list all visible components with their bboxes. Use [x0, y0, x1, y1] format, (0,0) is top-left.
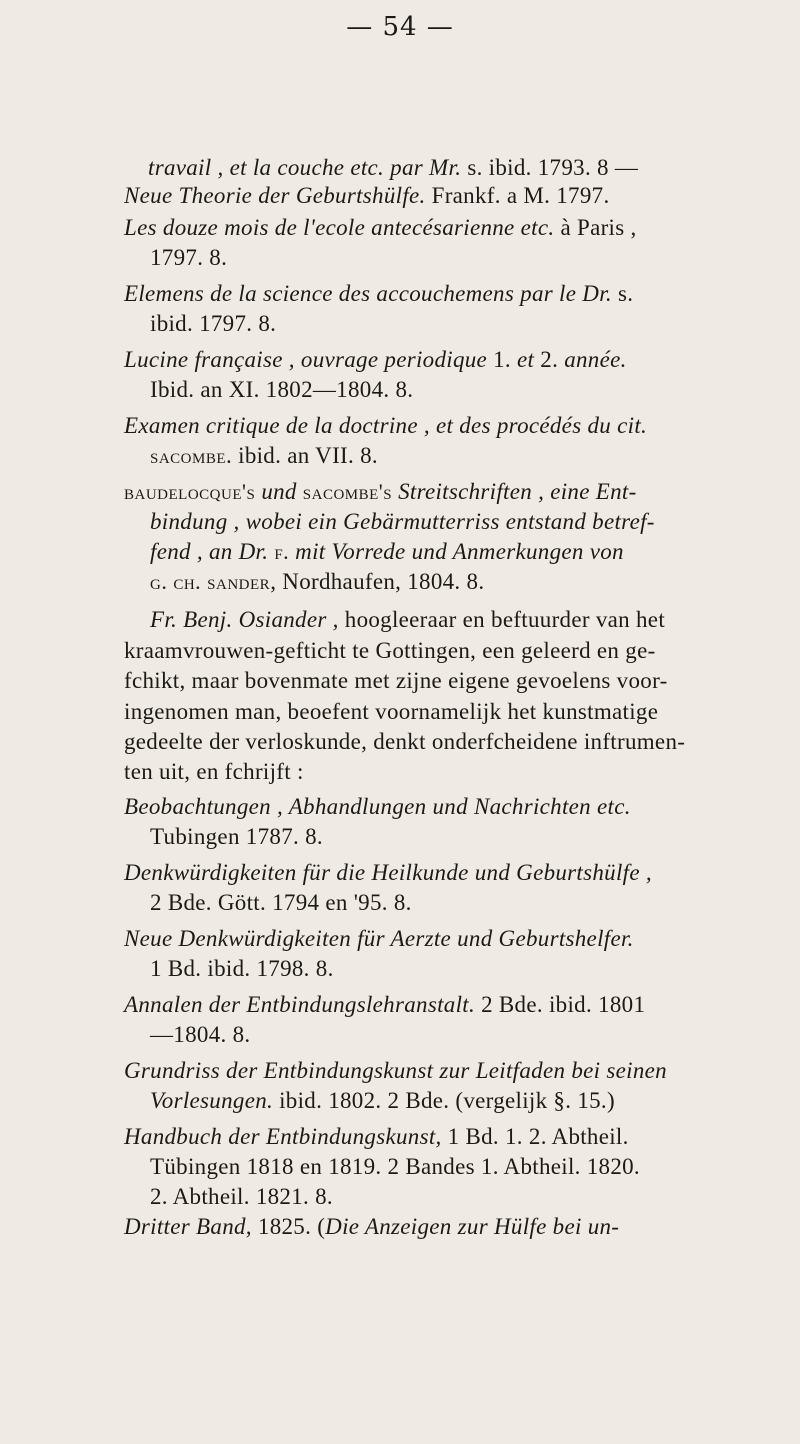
italic-title-text: Vorlesungen.: [150, 1088, 280, 1113]
text-line: [150, 537, 624, 568]
roman-text: Ibid. an XI. 1802—1804. 8.: [150, 377, 414, 402]
roman-text: Frankf. a M. 1797.: [431, 183, 610, 208]
text-line: [124, 636, 656, 667]
page-number: — 54 —: [346, 12, 454, 42]
roman-text: —1804. 8.: [150, 1022, 251, 1047]
roman-text: 2 Bde. ibid. 1801: [481, 992, 646, 1017]
roman-text: s.: [618, 281, 634, 306]
italic-title-text: Die Anzeigen zur Hülfe bei un-: [325, 1214, 620, 1239]
italic-title-text: Grundriss der Entbindungskunst zur Leitfaden bei seinen: [124, 1058, 667, 1083]
author-name-text: sacombe: [150, 443, 227, 468]
roman-text: à Paris ,: [560, 215, 637, 240]
text-line: [150, 567, 484, 598]
text-line: [124, 1056, 667, 1087]
italic-title-text: und: [261, 479, 303, 504]
text-line: [124, 792, 631, 823]
roman-text: s. ibid. 1793. 8 —: [467, 155, 639, 180]
roman-text: 2 Bde. Gött. 1794 en '95. 8.: [150, 890, 412, 915]
italic-title-text: Fr. Benj. Osiander ,: [150, 607, 345, 632]
text-line: [124, 477, 637, 508]
italic-title-text: mit Vorrede und Anmerkungen von: [295, 539, 624, 564]
text-line: [150, 309, 276, 340]
text-line: [124, 727, 685, 758]
roman-text: 1.: [493, 347, 518, 372]
roman-text: . ibid. an VII. 8.: [226, 443, 378, 468]
text-line: [124, 666, 668, 697]
roman-text: hoogleeraar en beftuurder van het: [344, 607, 666, 632]
author-name-text: g. ch. sander: [150, 569, 271, 594]
italic-title-text: Beobachtungen , Abhandlungen und Nachrichten etc.: [124, 794, 631, 819]
italic-title-text: Dritter Band,: [124, 1214, 258, 1239]
text-line: [150, 1152, 640, 1183]
text-line: [124, 279, 633, 310]
text-line: [124, 757, 304, 788]
text-line: [150, 507, 655, 538]
text-line: [150, 375, 413, 406]
text-line: [150, 954, 334, 985]
text-line: [150, 605, 665, 636]
italic-title-text: Lucine française , ouvrage periodique: [124, 347, 494, 372]
author-name-text: baudelocque's: [124, 479, 262, 504]
text-line: [124, 1122, 629, 1153]
text-line: [124, 990, 645, 1021]
text-line: [148, 153, 638, 184]
roman-text: ten uit, en fchrijft :: [124, 759, 304, 784]
text-line: [124, 924, 634, 955]
text-line: [150, 888, 412, 919]
text-line: [150, 1020, 250, 1051]
roman-text: , Nordhaufen, 1804. 8.: [270, 569, 485, 594]
italic-title-text: Denkwürdigkeiten für die Heilkunde und Geburtshülfe ,: [124, 860, 652, 885]
text-line: [124, 1212, 619, 1243]
text-line: [124, 697, 658, 728]
text-line: [150, 441, 378, 472]
text-line: [124, 858, 652, 889]
roman-text: gedeelte der verloskunde, denkt onderfcheidene inftrumen-: [124, 729, 686, 754]
text-line: [150, 822, 323, 853]
text-line: [124, 181, 610, 212]
text-line: [150, 243, 227, 274]
text-line: [124, 213, 637, 244]
text-line: [150, 1182, 333, 1213]
italic-title-text: Les douze mois de l'ecole antecésarienne etc.: [124, 215, 561, 240]
author-name-text: f.: [274, 539, 296, 564]
roman-text: 1825. (: [257, 1214, 326, 1239]
italic-title-text: Elemens de la science des accouchemens par le Dr.: [124, 281, 619, 306]
roman-text: ingenomen man, beoefent voornamelijk het kunstmatige: [124, 699, 659, 724]
roman-text: 1 Bd. ibid. 1798. 8.: [150, 956, 334, 981]
italic-title-text: travail , et la couche etc. par Mr.: [148, 155, 468, 180]
text-line: [150, 1086, 615, 1117]
italic-title-text: Handbuch der Entbindungskunst,: [124, 1124, 448, 1149]
roman-text: Tübingen 1818 en 1819. 2 Bandes 1. Abtheil. 1820.: [150, 1154, 640, 1179]
italic-title-text: Streitschriften , eine Ent-: [398, 479, 637, 504]
text-line: [124, 345, 627, 376]
italic-title-text: Neue Denkwürdigkeiten für Aerzte und Geburtshelfer.: [124, 926, 634, 951]
roman-text: ibid. 1802. 2 Bde. (vergelijk §. 15.): [279, 1088, 615, 1113]
roman-text: 1 Bd. 1. 2. Abtheil.: [447, 1124, 629, 1149]
italic-title-text: et: [517, 347, 541, 372]
italic-title-text: Annalen der Entbindungslehranstalt.: [124, 992, 482, 1017]
italic-title-text: Examen critique de la doctrine , et des procédés du cit.: [124, 413, 648, 438]
italic-title-text: fend , an Dr.: [150, 539, 275, 564]
roman-text: 2. Abtheil. 1821. 8.: [150, 1184, 333, 1209]
roman-text: Tubingen 1787. 8.: [150, 824, 323, 849]
text-line: [124, 411, 647, 442]
roman-text: fchikt, maar bovenmate met zijne eigene gevoelens voor-: [124, 668, 668, 693]
roman-text: 1797. 8.: [150, 245, 228, 270]
author-name-text: sacombe's: [302, 479, 399, 504]
italic-title-text: année.: [564, 347, 627, 372]
italic-title-text: bindung , wobei ein Gebärmutterriss entstand betref-: [150, 509, 655, 534]
roman-text: 2.: [540, 347, 565, 372]
italic-title-text: Neue Theorie der Geburtshülfe.: [124, 183, 432, 208]
roman-text: ibid. 1797. 8.: [150, 311, 277, 336]
roman-text: kraamvrouwen-gefticht te Gottingen, een geleerd en ge-: [124, 638, 656, 663]
